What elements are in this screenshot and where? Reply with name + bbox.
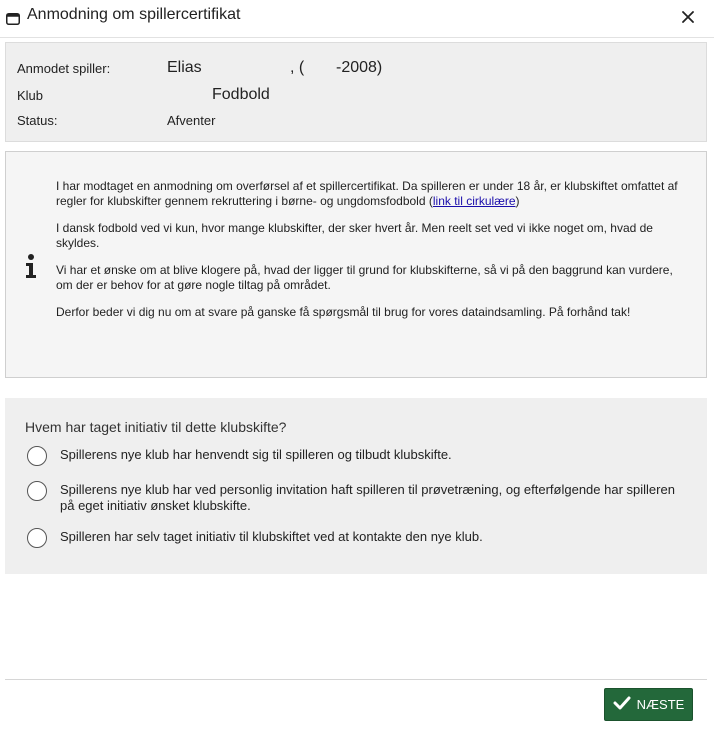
window-icon [6,12,20,24]
option-1[interactable] [25,446,695,468]
radio-button[interactable] [27,481,47,501]
question-text: Hvem har taget initiativ til dette klubskifte? [25,419,287,435]
notice-text [56,179,686,332]
player-label: Anmodet spiller: [17,61,111,76]
circular-link[interactable]: link til cirkulære [432,194,516,208]
club-value: Fodbold [212,86,270,103]
close-icon [682,10,694,28]
club-label: Klub [17,88,44,103]
next-button[interactable] [604,688,693,721]
checkmark-icon [613,696,631,713]
question-panel [5,398,707,574]
info-icon [23,253,39,279]
player-separator: , ( [290,59,305,76]
option-2[interactable] [25,481,695,515]
notice-paragraph-3: Vi har et ønske om at blive klogere på, hvad der ligger til grund for klubskifterne, så vi på den baggrund kan vurdere, om der er behov for at gøre nogle tiltag på området. [56,263,673,292]
option-3[interactable] [25,528,695,550]
radio-button[interactable] [27,446,47,466]
player-name: Elias [167,59,202,76]
notice-paragraph-1: I har modtaget en anmodning om overførsel af et spillercertifikat. Da spilleren er under 18 år, er klubskiftet omfattet af regler for klubskifter gennem rekruttering i børne- og ungdomsfodbold (link til cirkulære) [56,179,678,208]
request-info-panel [5,42,707,142]
dialog-titlebar [0,0,714,38]
next-button-label: NÆSTE [636,697,685,712]
option-label: Spillerens nye klub har ved personlig invitation haft spilleren til prøvetræning, og efterfølgende har spilleren på eget initiativ ønsket klubskifte. [60,482,675,513]
dialog-title: Anmodning om spillercertifikat [27,6,241,23]
option-label: Spilleren har selv taget initiativ til klubskiftet ved at kontakte den nye klub. [60,529,483,544]
status-label: Status: [17,113,58,128]
notice-paragraph-4: Derfor beder vi dig nu om at svare på ganske få spørgsmål til brug for vores dataindsamling. På forhånd tak! [56,305,631,319]
notice-paragraph-2: I dansk fodbold ved vi kun, hvor mange klubskifter, der sker hvert år. Men reelt set ved vi ikke noget om, hvad de skyldes. [56,221,653,250]
close-button[interactable] [678,9,698,29]
status-value: Afventer [167,113,216,128]
option-label: Spillerens nye klub har henvendt sig til spilleren og tilbudt klubskifte. [60,447,452,462]
notice-panel [5,151,707,378]
radio-button[interactable] [27,528,47,548]
player-birth-year: -2008) [336,59,383,76]
footer-divider [5,679,707,680]
